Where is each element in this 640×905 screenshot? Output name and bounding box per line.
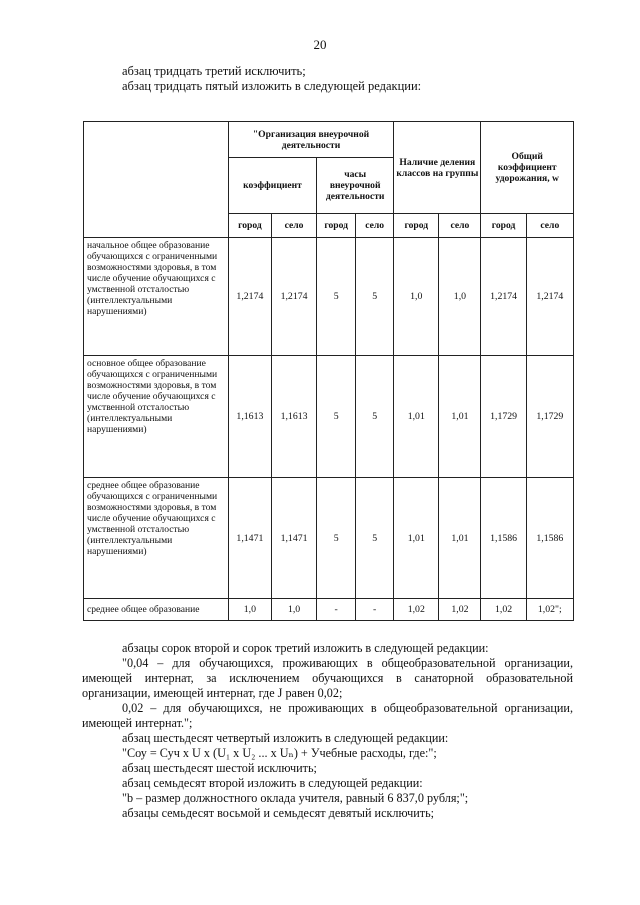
table-cell: 1,1729 <box>481 356 526 478</box>
table-cell: 1,02 <box>394 599 439 621</box>
coefficients-table <box>83 121 574 621</box>
table-cell: 1,1586 <box>526 478 573 599</box>
table-cell: 1,02"; <box>526 599 573 621</box>
table-cell: 1,01 <box>394 356 439 478</box>
header-gorod: город <box>228 214 271 238</box>
table-cell: 5 <box>356 478 394 599</box>
table-cell: 1,2174 <box>526 238 573 356</box>
header-selo: село <box>271 214 316 238</box>
paragraph: абзац семьдесят второй изложить в следующей редакции: <box>122 776 423 790</box>
header-gorod: город <box>317 214 356 238</box>
table-cell: - <box>356 599 394 621</box>
table-cell: 5 <box>356 356 394 478</box>
header-delenie: Наличие деления классов на группы <box>394 122 481 214</box>
table-cell: 5 <box>317 238 356 356</box>
paragraph: 0,02 – для обучающихся, не проживающих в общеобразовательной организации, имеющей интернат."; <box>82 701 573 730</box>
table-row <box>84 356 574 478</box>
intro-line: абзац тридцать пятый изложить в следующей редакции: <box>122 79 422 93</box>
table-row <box>84 238 574 356</box>
table-cell: 5 <box>317 478 356 599</box>
header-vneurochnaya: "Организация внеурочной деятельности <box>228 122 393 158</box>
paragraph: "0,04 – для обучающихся, проживающих в общеобразовательной организации, имеющей интернат, за исключением обучающихся в санаторной образовательной организации, имеющей интернат, где J равен 0,02; <box>82 656 573 700</box>
table-cell: 1,1471 <box>271 478 316 599</box>
table-cell: 1,0 <box>228 599 271 621</box>
paragraph: "b – размер должностного оклада учителя, равный 6 837,0 рубля;"; <box>122 791 469 805</box>
header-gorod: город <box>394 214 439 238</box>
table-cell: - <box>317 599 356 621</box>
table-cell: 1,2174 <box>228 238 271 356</box>
page-number: 20 <box>313 37 327 52</box>
row-label: среднее общее образование обучающихся с ограниченными возможностями здоровья, в том числе обучение обучающихся с умственной отсталостью (интеллектуальными нарушениями) <box>84 478 229 599</box>
table-row <box>84 599 574 621</box>
table-cell: 1,02 <box>439 599 481 621</box>
header-koefficient: коэффициент <box>228 158 316 214</box>
table-cell: 1,0 <box>439 238 481 356</box>
header-selo: село <box>356 214 394 238</box>
table-cell: 1,1729 <box>526 356 573 478</box>
paragraph: абзацы семьдесят восьмой и семьдесят девятый исключить; <box>122 806 435 820</box>
table-cell: 1,01 <box>439 356 481 478</box>
table-cell: 1,01 <box>394 478 439 599</box>
corner-cell <box>84 122 229 238</box>
table-cell: 5 <box>356 238 394 356</box>
table-cell: 1,02 <box>481 599 526 621</box>
formula-paragraph: "Соу = Суч x U x (U₁ x U₂ ... x Uₙ) + Учебные расходы, где:"; <box>122 746 437 760</box>
amendment-paragraphs <box>82 641 573 821</box>
table-cell: 1,0 <box>394 238 439 356</box>
table-cell: 1,2174 <box>481 238 526 356</box>
header-chasy: часы внеурочной деятельности <box>317 158 394 214</box>
row-label: среднее общее образование <box>84 599 229 621</box>
paragraph: абзацы сорок второй и сорок третий изложить в следующей редакции: <box>122 641 489 655</box>
header-selo: село <box>439 214 481 238</box>
table-cell: 1,1613 <box>228 356 271 478</box>
table-cell: 5 <box>317 356 356 478</box>
header-obshchiy: Общий коэффициент удорожания, w <box>481 122 574 214</box>
table-cell: 1,2174 <box>271 238 316 356</box>
paragraph: абзац шестьдесят шестой исключить; <box>122 761 317 775</box>
table-cell: 1,0 <box>271 599 316 621</box>
row-label: основное общее образование обучающихся с ограниченными возможностями здоровья, в том числе обучение обучающихся с умственной отсталостью (интеллектуальными нарушениями) <box>84 356 229 478</box>
header-selo: село <box>526 214 573 238</box>
row-label: начальное общее образование обучающихся с ограниченными возможностями здоровья, в том числе обучение обучающихся с умственной отсталостью (интеллектуальными нарушениями) <box>84 238 229 356</box>
intro-paragraphs <box>82 64 572 94</box>
paragraph: абзац шестьдесят четвертый изложить в следующей редакции: <box>122 731 449 745</box>
table-cell: 1,01 <box>439 478 481 599</box>
table-row <box>84 478 574 599</box>
header-gorod: город <box>481 214 526 238</box>
intro-line: абзац тридцать третий исключить; <box>122 64 306 78</box>
table-cell: 1,1586 <box>481 478 526 599</box>
table-cell: 1,1613 <box>271 356 316 478</box>
table-cell: 1,1471 <box>228 478 271 599</box>
